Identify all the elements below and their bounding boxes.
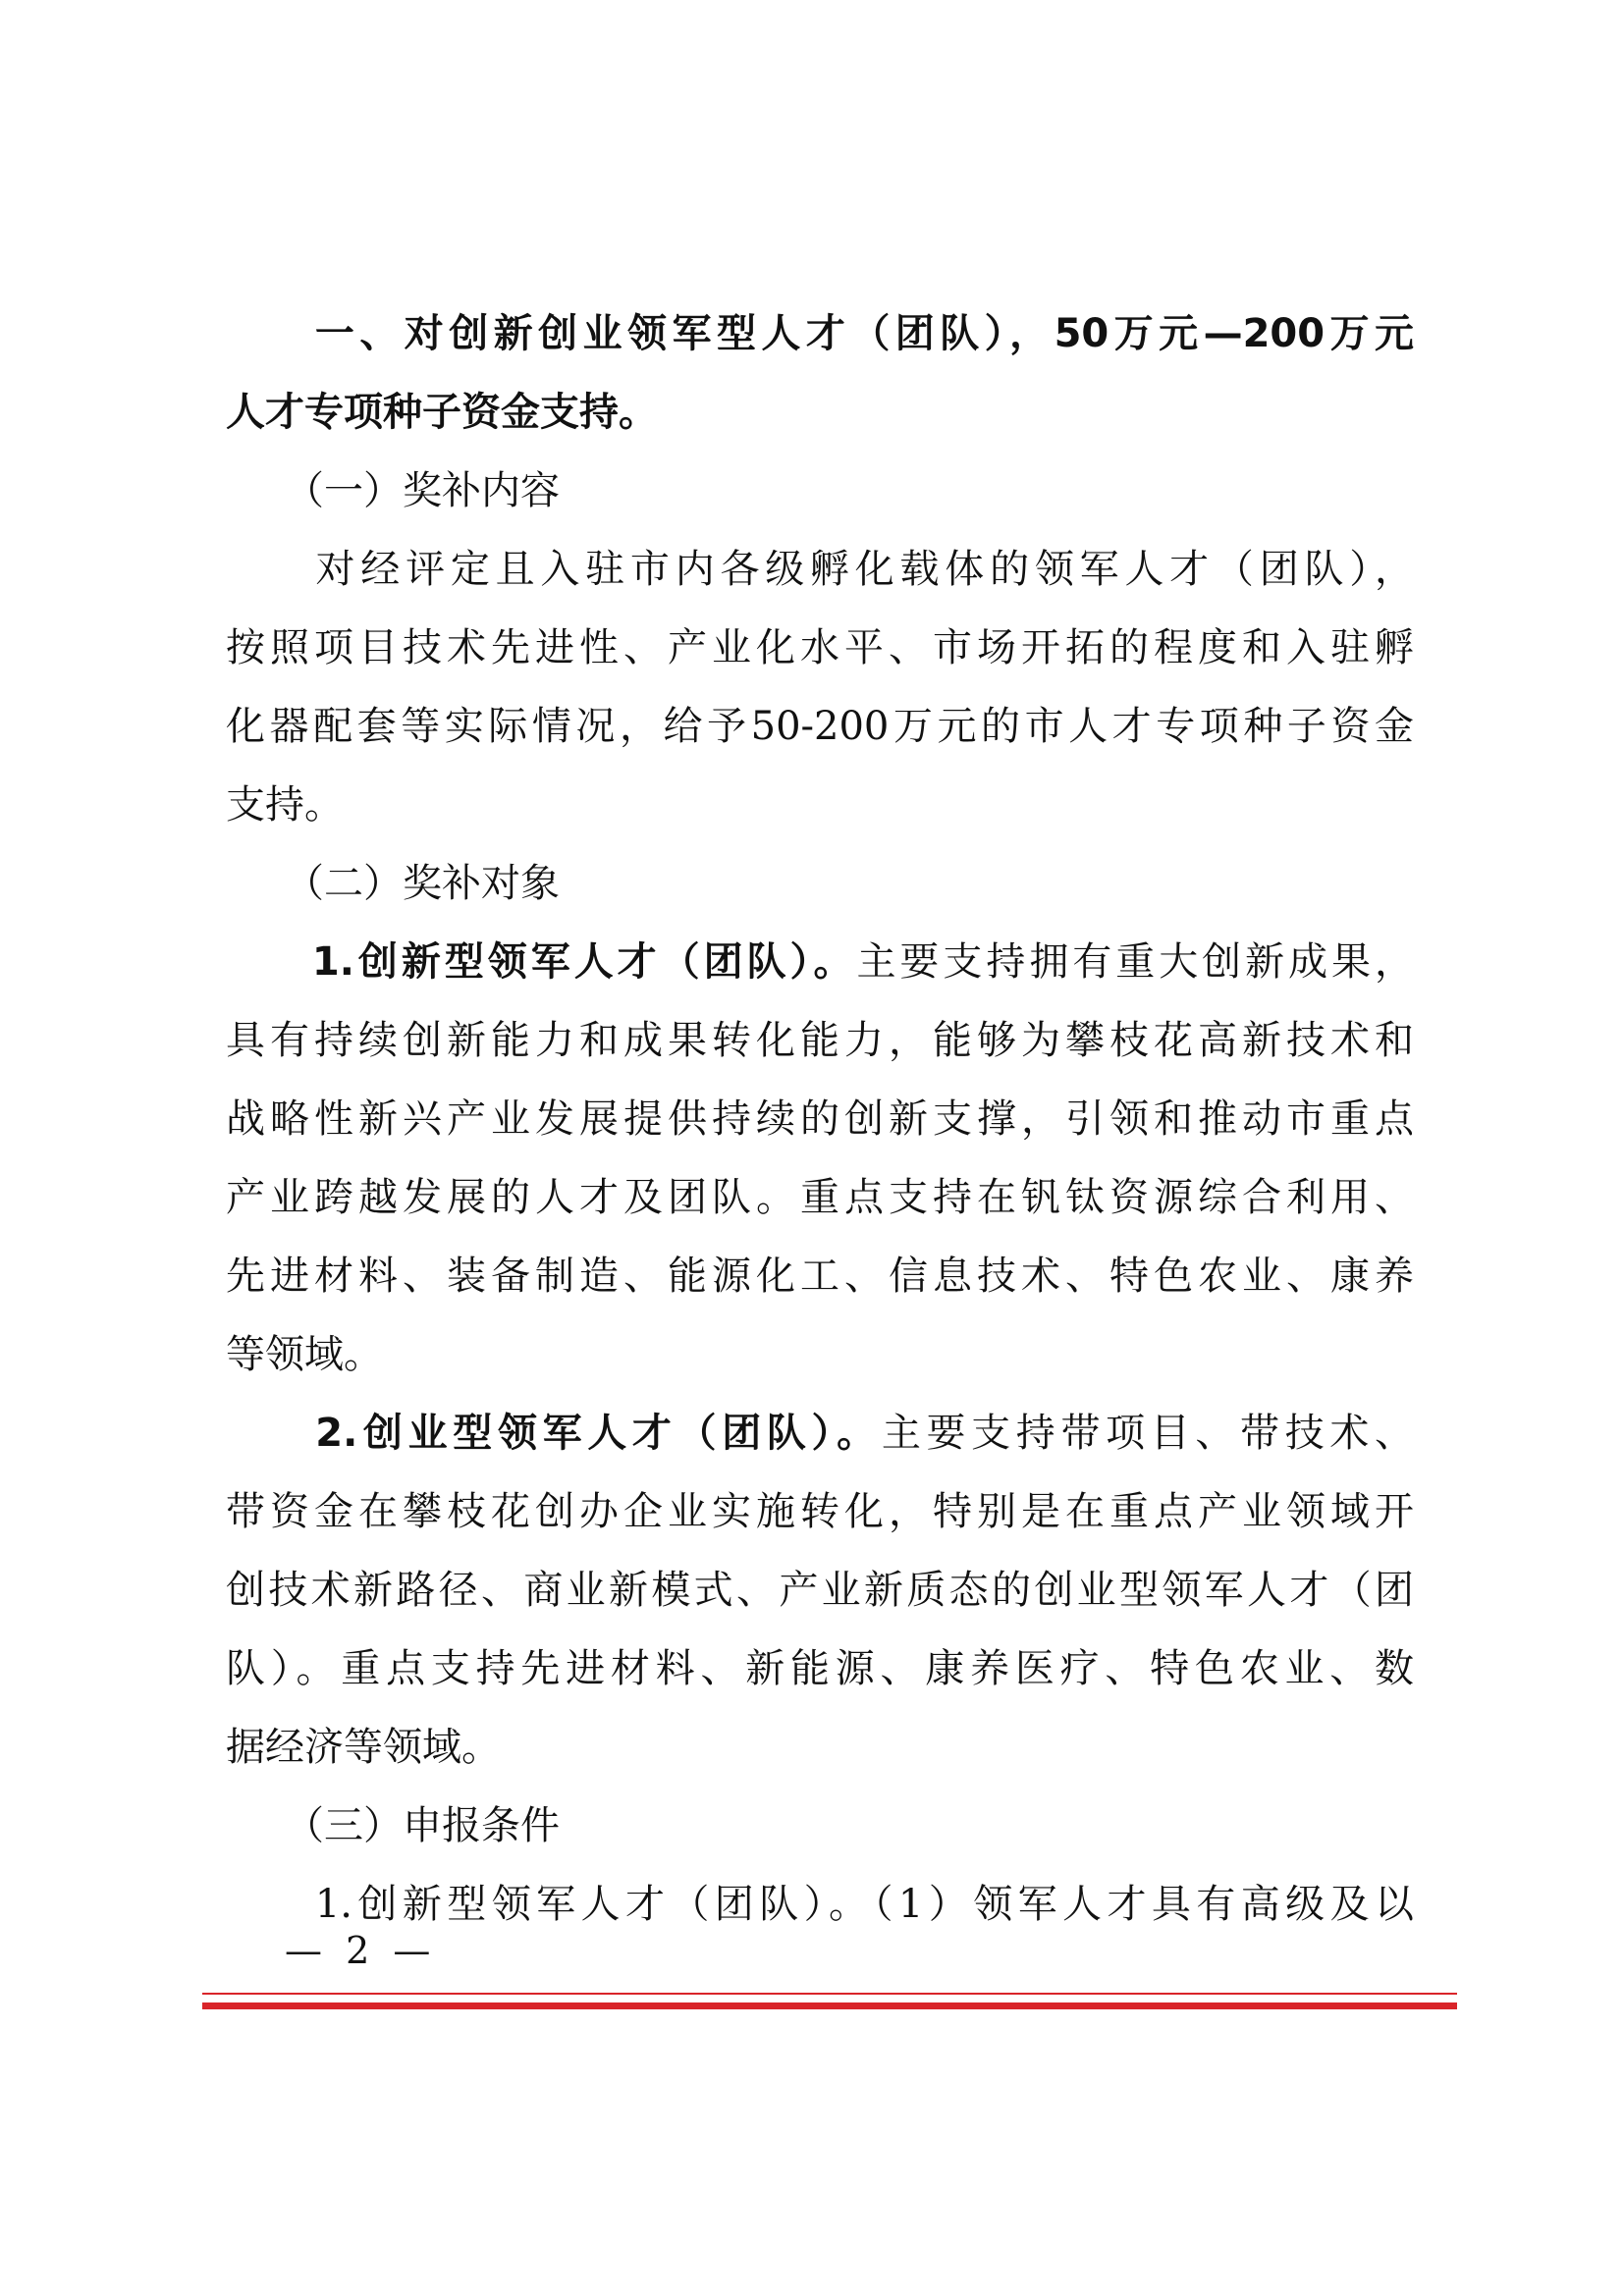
document-body bbox=[226, 294, 1414, 1944]
subsection-title-2: （二）奖补对象 bbox=[226, 861, 560, 906]
paragraph-line: 先进材料、装备制造、能源化工、信息技术、特色农业、康养 bbox=[226, 1254, 1414, 1299]
paragraph-line: 创技术新路径、商业新模式、产业新质态的创业型领军人才（团 bbox=[226, 1568, 1414, 1613]
subsection-title-1: （一）奖补内容 bbox=[226, 468, 560, 513]
section-heading-line-1: 一、对创新创业领军型人才（团队），50万元—200万元 bbox=[226, 311, 1414, 356]
item-1-first-rest: 主要支持拥有重大创新成果， bbox=[856, 939, 1414, 985]
footer-rule-thin bbox=[202, 1993, 1457, 1995]
paragraph-line: 按照项目技术先进性、产业化水平、市场开拓的程度和入驻孵 bbox=[226, 625, 1414, 670]
paragraph-line: 带资金在攀枝花创办企业实施转化，特别是在重点产业领域开 bbox=[226, 1489, 1414, 1534]
paragraph-line: 化器配套等实际情况，给予50-200万元的市人才专项种子资金 bbox=[226, 704, 1414, 749]
item-2-first-line bbox=[226, 1394, 1414, 1472]
item-2-first-rest: 主要支持带项目、带技术、 bbox=[881, 1411, 1414, 1456]
item-1-lead: 1.创新型领军人才（团队）。 bbox=[226, 939, 857, 985]
paragraph-line: 1.创新型领军人才（团队）。（1）领军人才具有高级及以 bbox=[226, 1882, 1414, 1927]
paragraph-line: 具有持续创新能力和成果转化能力，能够为攀枝花高新技术和 bbox=[226, 1018, 1414, 1063]
item-1-first-line bbox=[226, 923, 1414, 1001]
paragraph-line: 产业跨越发展的人才及团队。重点支持在钒钛资源综合利用、 bbox=[226, 1175, 1414, 1220]
paragraph-line: 对经评定且入驻市内各级孵化载体的领军人才（团队）， bbox=[226, 547, 1414, 592]
section-heading-line-2: 人才专项种子资金支持。 bbox=[226, 390, 658, 435]
paragraph-line: 等领域。 bbox=[226, 1332, 383, 1377]
paragraph-line: 队）。重点支持先进材料、新能源、康养医疗、特色农业、数 bbox=[226, 1646, 1414, 1691]
paragraph-line: 据经济等领域。 bbox=[226, 1725, 501, 1770]
footer-rule-thick bbox=[202, 2002, 1457, 2009]
paragraph-line: 战略性新兴产业发展提供持续的创新支撑，引领和推动市重点 bbox=[226, 1096, 1414, 1142]
subsection-title-3: （三）申报条件 bbox=[226, 1803, 560, 1848]
item-2-lead: 2.创业型领军人才（团队）。 bbox=[226, 1411, 882, 1456]
paragraph-line: 支持。 bbox=[226, 782, 344, 828]
page-number: — 2 — bbox=[285, 1929, 437, 1972]
